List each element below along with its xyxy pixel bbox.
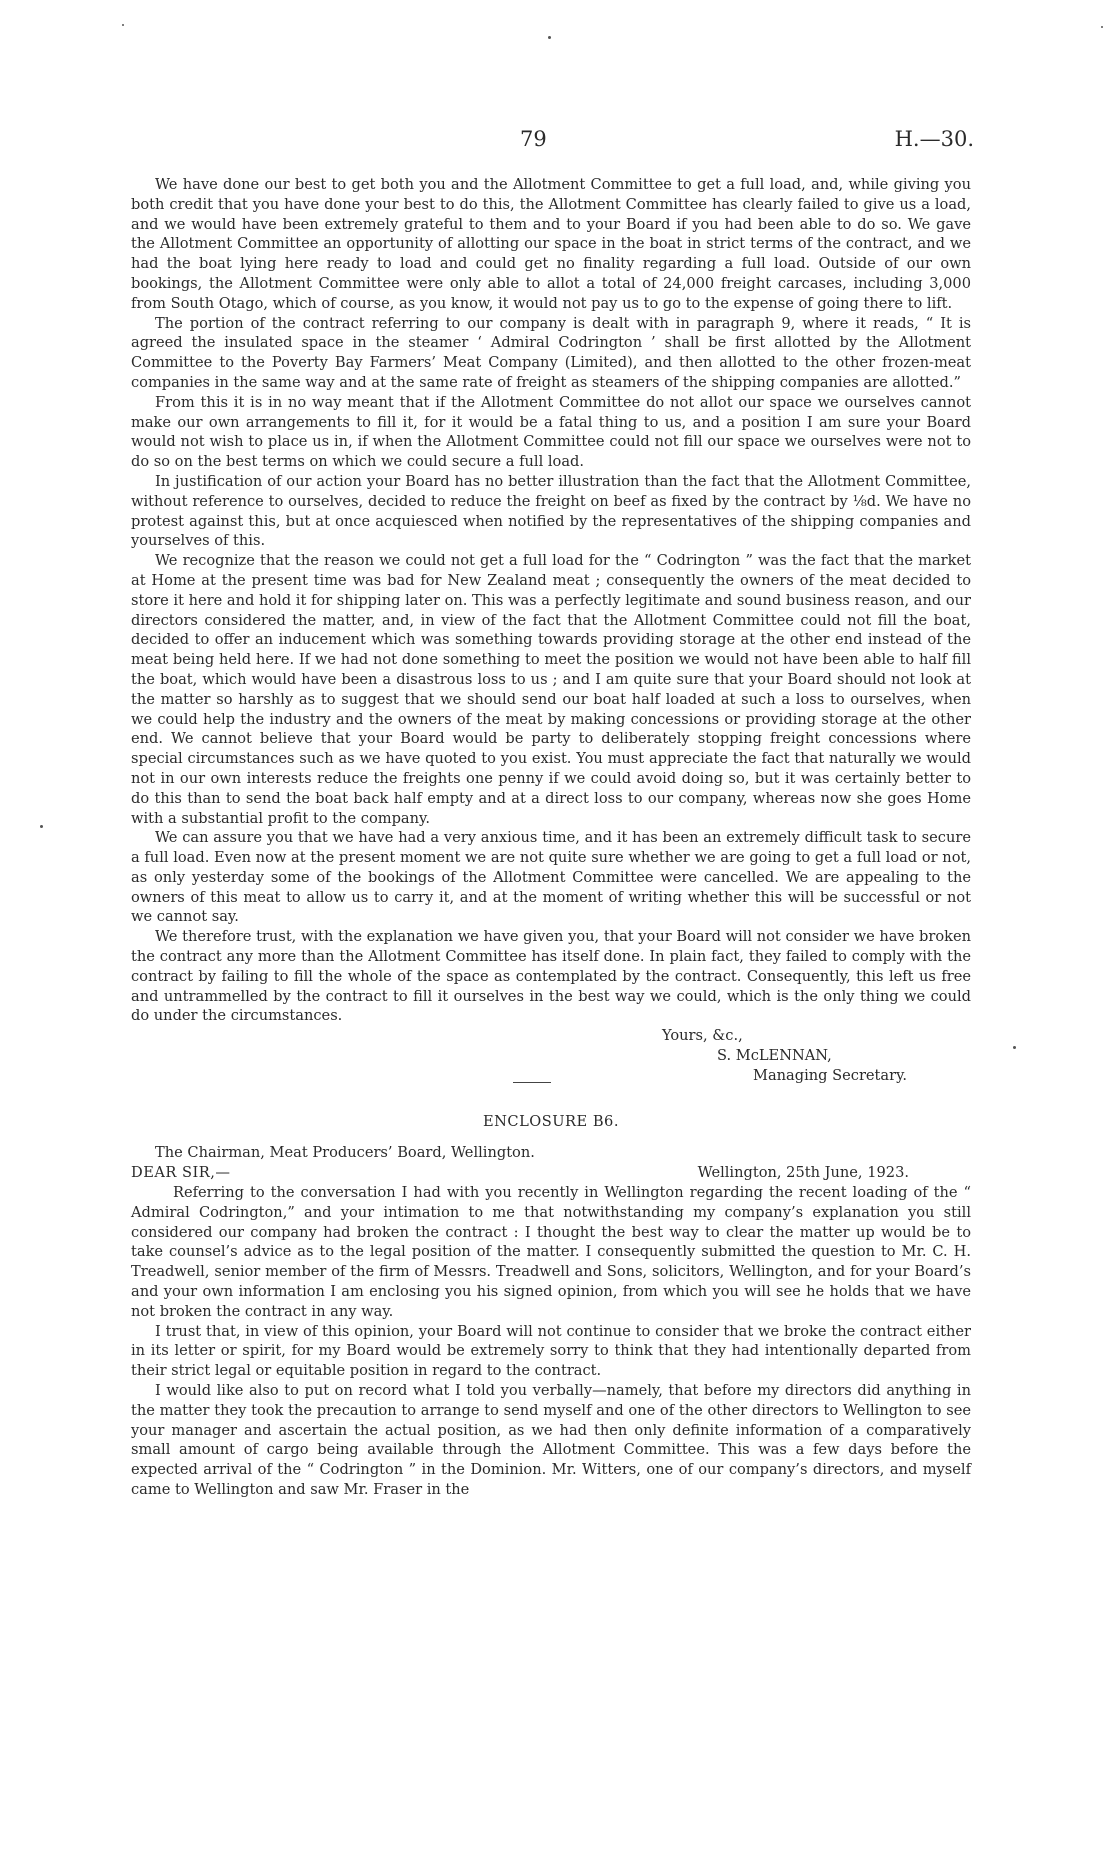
letter-date: Wellington, 25th June, 1923. [697, 1164, 909, 1182]
scan-speck [548, 36, 551, 39]
enclosure-paragraph: Referring to the conversation I had with you recently in Wellington regarding the recent loading of the “ Admiral Codrington,” and your intimation to me that notwithstanding my company’s explanation you still considered our company had broken the contract : I thought the best way to clear the matter up would be to take counsel’s advice as to the legal position of the matter. I consequently submitted the question to Mr. C. H. Treadwell, senior member of the firm of Messrs. Treadwell and Sons, solicitors, Wellington, and for your Board’s and your own information I am enclosing you his signed opinion, from which you will see he holds that we have not broken the contract in any way. [131, 1184, 971, 1320]
letter-paragraph: The portion of the contract referring to our company is dealt with in paragraph 9, where it reads, “ It is agreed the insulated space in the steamer ‘ Admiral Codrington ’ shall be first allotted by the Allotment Committee to the Poverty Bay Farmers’ Meat Company (Limited), and then allotted to the other frozen-meat companies in the same way and at the same rate of freight as steamers of the shipping companies are allotted.” [131, 314, 971, 391]
letter-paragraph: In justification of our action your Board has no better illustration than the fact that the Allotment Committee, without reference to ourselves, decided to reduce the freight on beef as fixed by the contract by ⅛d. We have no protest against this, but at once acquiesced when notified by the representatives of the shipping companies and yourselves of this. [131, 472, 971, 550]
page-number: 79 [520, 127, 547, 151]
signatory-name: S. McLENNAN, [717, 1047, 832, 1065]
scan-speck [1101, 26, 1103, 28]
signatory-title: Managing Secretary. [753, 1066, 908, 1084]
letter-addressee: The Chairman, Meat Producers’ Board, Wellington. [155, 1144, 535, 1162]
salutation: DEAR SIR,— [131, 1164, 231, 1182]
letter-paragraph: We have done our best to get both you and the Allotment Committee to get a full load, and, while giving you both credit that you have done your best to do this, the Allotment Committee has clearly failed to give us a load, and we would have been extremely grateful to them and to your Board if you had been able to do so. We gave the Allotment Committee an opportunity of allotting our space in the boat in strict terms of the contract, and we had the boat lying here ready to load and could get no finality regarding a full load. Outside of our own bookings, the Allotment Committee were only able to allot a total of 24,000 freight carcases, including 3,000 from South Otago, which of course, as you know, it would not pay us to go to the expense of going there to lift. [131, 176, 971, 312]
letter-paragraph: We recognize that the reason we could not get a full load for the “ Codrington ” was the fact that the market at Home at the present time was bad for New Zealand meat ; consequently the owners of the meat decided to store it here and hold it for shipping later on. This was a perfectly legitimate and sound business reason, and our directors considered the matter, and, in view of the fact that the Allotment Committee could not fill the boat, decided to offer an inducement which was something towards providing storage at the other end instead of the meat being held here. If we had not done something to meet the position we would not have been able to half fill the boat, which would have been a disastrous loss to us ; and I am quite sure that your Board should not look at the matter so harshly as to suggest that we should send our boat half loaded at such a loss to ourselves, when we could help the industry and the owners of the meat by making concessions or providing storage at the other end. We cannot believe that your Board would be party to deliberately stopping freight concessions where special circumstances such as we have quoted to you exist. You must appreciate the fact that naturally we would not in our own interests reduce the freights one penny if we could avoid doing so, but it was certainly better to do this than to send the boat back half empty and at a direct loss to our company, whereas now she goes Home with a substantial profit to the company. [131, 552, 971, 827]
document-body [131, 175, 971, 1500]
scan-speck [122, 24, 124, 26]
letter-closing: Yours, &c., [662, 1027, 743, 1045]
salutation-row [131, 1163, 971, 1183]
document-reference: H.—30. [894, 127, 974, 151]
letter-paragraph: We therefore trust, with the explanation we have given you, that your Board will not consider we have broken the contract any more than the Allotment Committee has itself done. In plain fact, they failed to comply with the contract by failing to fill the whole of the space as contemplated by the contract. Consequently, this left us free and untrammelled by the contract to fill it ourselves in the best way we could, which is the only thing we could do under the circumstances. [131, 928, 971, 1025]
scan-speck [1013, 1046, 1016, 1049]
scan-speck [40, 825, 43, 828]
section-divider [513, 1082, 551, 1083]
page-header [0, 127, 1114, 157]
enclosure-heading: ENCLOSURE B6. [483, 1112, 619, 1130]
letter-paragraph: We can assure you that we have had a very anxious time, and it has been an extremely difficult task to secure a full load. Even now at the present moment we are not quite sure whether we are going to get a full load or not, as only yesterday some of the bookings of the Allotment Committee were cancelled. We are appealing to the owners of this meat to allow us to carry it, and at the moment of writing whether this will be successful or not we cannot say. [131, 829, 971, 926]
section-divider-wrap [131, 1086, 971, 1094]
enclosure-paragraph: I trust that, in view of this opinion, your Board will not continue to consider that we broke the contract either in its letter or spirit, for my Board would be extremely sorry to think that they had intentionally departed from their strict legal or equitable position in regard to the contract. [131, 1322, 971, 1380]
enclosure-paragraph: I would like also to put on record what I told you verbally—namely, that before my directors did anything in the matter they took the precaution to arrange to send myself and one of the other directors to Wellington to see your manager and ascertain the actual position, as we had then only definite information of a comparatively small amount of cargo being available through the Allotment Committee. This was a few days before the expected arrival of the “ Codrington ” in the Dominion. Mr. Witters, one of our company’s directors, and myself came to Wellington and saw Mr. Fraser in the [131, 1382, 971, 1498]
letter-paragraph: From this it is in no way meant that if the Allotment Committee do not allot our space we ourselves cannot make our own arrangements to fill it, for it would be a fatal thing to us, and a position I am sure your Board would not wish to place us in, if when the Allotment Committee could not fill our space we ourselves were not to do so on the best terms on which we could secure a full load. [131, 393, 971, 471]
